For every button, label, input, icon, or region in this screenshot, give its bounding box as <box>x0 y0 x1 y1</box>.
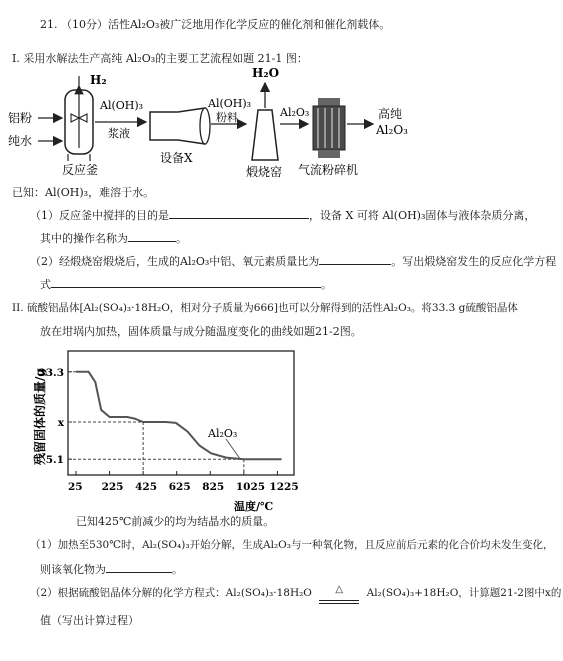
kiln-icon <box>252 110 278 160</box>
part2-q1-end: 。 <box>172 563 183 576</box>
part1-q1-prompt: （1）反应釜中搅拌的目的是 <box>30 209 169 222</box>
part2-question-1: （1）加热至530℃时，Al₂(SO₄)₃开始分解，生成Al₂O₃与一种氧化物，且反应前后元素的化合价均未发生变化， <box>30 539 554 551</box>
part1-q2-end: 。 <box>321 278 332 291</box>
chart-x-tick-label: 1225 <box>269 481 299 493</box>
part1-heading: I. 采用水解法生产高纯 Al₂O₃的主要工艺流程如题 21-1 图： <box>12 52 308 65</box>
product-label-1: 高纯 <box>378 107 403 121</box>
part2-question-1-cont <box>40 561 183 577</box>
chart-x-tick-label: 425 <box>135 481 158 493</box>
process-flow-diagram <box>0 68 563 178</box>
chart-y-tick-label: 5.1 <box>45 454 64 467</box>
chart-x-tick-label: 825 <box>202 481 225 493</box>
part1-q1-end: 。 <box>176 232 187 245</box>
mill-label: 气流粉碎机 <box>298 163 359 177</box>
part1-q1-middle: ，设备 X 可将 Al(OH)₃固体与液体杂质分离， <box>309 209 536 222</box>
chart-y-tick-label: 33.3 <box>38 366 64 379</box>
chart-x-tick-label: 25 <box>68 481 83 493</box>
known-note: 已知：Al(OH)₃，难溶于水。 <box>12 186 155 199</box>
chart-frame <box>68 351 294 475</box>
part1-question-1-cont <box>40 230 187 246</box>
chart-x-tick-label: 1025 <box>235 481 266 493</box>
part1-q2-formula-prompt: 式 <box>40 278 51 291</box>
device-x-icon <box>150 108 210 144</box>
part2-q2-equation-rest: Al₂(SO₄)₃+18H₂O，计算题21-2图中x的 <box>366 587 562 599</box>
part1-q2-middle: 。写出煅烧窑发生的反应化学方程 <box>391 255 557 268</box>
powder-label-2: 粉料 <box>216 111 238 124</box>
part1-question-2-cont <box>40 276 332 292</box>
jet-mill-icon <box>313 98 345 158</box>
slurry-label-1: Al(OH)₃ <box>100 99 144 112</box>
question-header: 21. （10分）活性Al₂O₃被广泛地用作化学反应的催化剂和催化剂载体。 <box>40 18 391 31</box>
product-label-2: Al₂O₃ <box>376 123 408 137</box>
chart-y-axis-label: 残留固体的质量/g <box>33 368 47 465</box>
reaction-condition-arrow <box>319 584 359 599</box>
part1-q2-prompt: （2）经煅烧窑煅烧后，生成的Al₂O₃中铝、氧元素质量比为 <box>30 255 320 268</box>
heating-symbol: △ <box>335 584 344 595</box>
hydrogen-label: H₂ <box>90 73 107 87</box>
chart-annotation-al2o3: Al₂O₃ <box>208 427 238 440</box>
chart-note: 已知425℃前减少的均为结晶水的质量。 <box>76 515 275 528</box>
part1-question-2 <box>30 253 556 269</box>
part2-question-2 <box>30 585 561 600</box>
part2-q1-prompt: 则该氧化物为 <box>40 563 106 576</box>
answer-blank-operation-name[interactable] <box>128 230 176 242</box>
part2-heading-2: 放在坩埚内加热，固体质量与成分随温度变化的曲线如题21-2图。 <box>40 325 362 338</box>
answer-blank-mass-ratio[interactable] <box>319 253 391 265</box>
chart-y-tick-label: x <box>57 416 64 429</box>
chart-x-tick-label: 225 <box>101 481 124 493</box>
part1-q1-operation-prompt: 其中的操作名称为 <box>40 232 128 245</box>
part2-q2-prompt: （2）根据硫酸铝晶体分解的化学方程式：Al₂(SO₄)₃·18H₂O <box>30 587 312 599</box>
chart-x-tick-label: 625 <box>168 481 191 493</box>
part1-question-1 <box>30 207 535 223</box>
answer-blank-equation[interactable] <box>51 276 321 288</box>
answer-blank-oxide[interactable] <box>106 561 172 573</box>
answer-blank-stir-purpose[interactable] <box>169 207 309 219</box>
water-vapour-label: H₂O <box>252 68 280 80</box>
chart-x-axis-label: 温度/℃ <box>234 500 274 513</box>
oxide-label: Al₂O₃ <box>280 106 310 119</box>
powder-label-1: Al(OH)₃ <box>208 97 252 110</box>
part2-heading-1: II. 硫酸铝晶体[Al₂(SO₄)₃·18H₂O，相对分子质量为666]也可以分解得到的活性Al₂O₃。将33.3 g硫酸铝晶体 <box>12 302 518 314</box>
mass-temperature-chart <box>28 345 308 515</box>
kiln-label: 煅烧窑 <box>246 165 283 178</box>
input-aluminium-label: 铝粉 <box>8 111 33 125</box>
input-water-label: 纯水 <box>8 134 33 148</box>
part2-question-2-cont: 值（写出计算过程） <box>40 614 139 627</box>
reactor-label: 反应釜 <box>62 163 99 177</box>
slurry-label-2: 浆液 <box>108 127 130 140</box>
device-x-label: 设备X <box>160 151 193 165</box>
